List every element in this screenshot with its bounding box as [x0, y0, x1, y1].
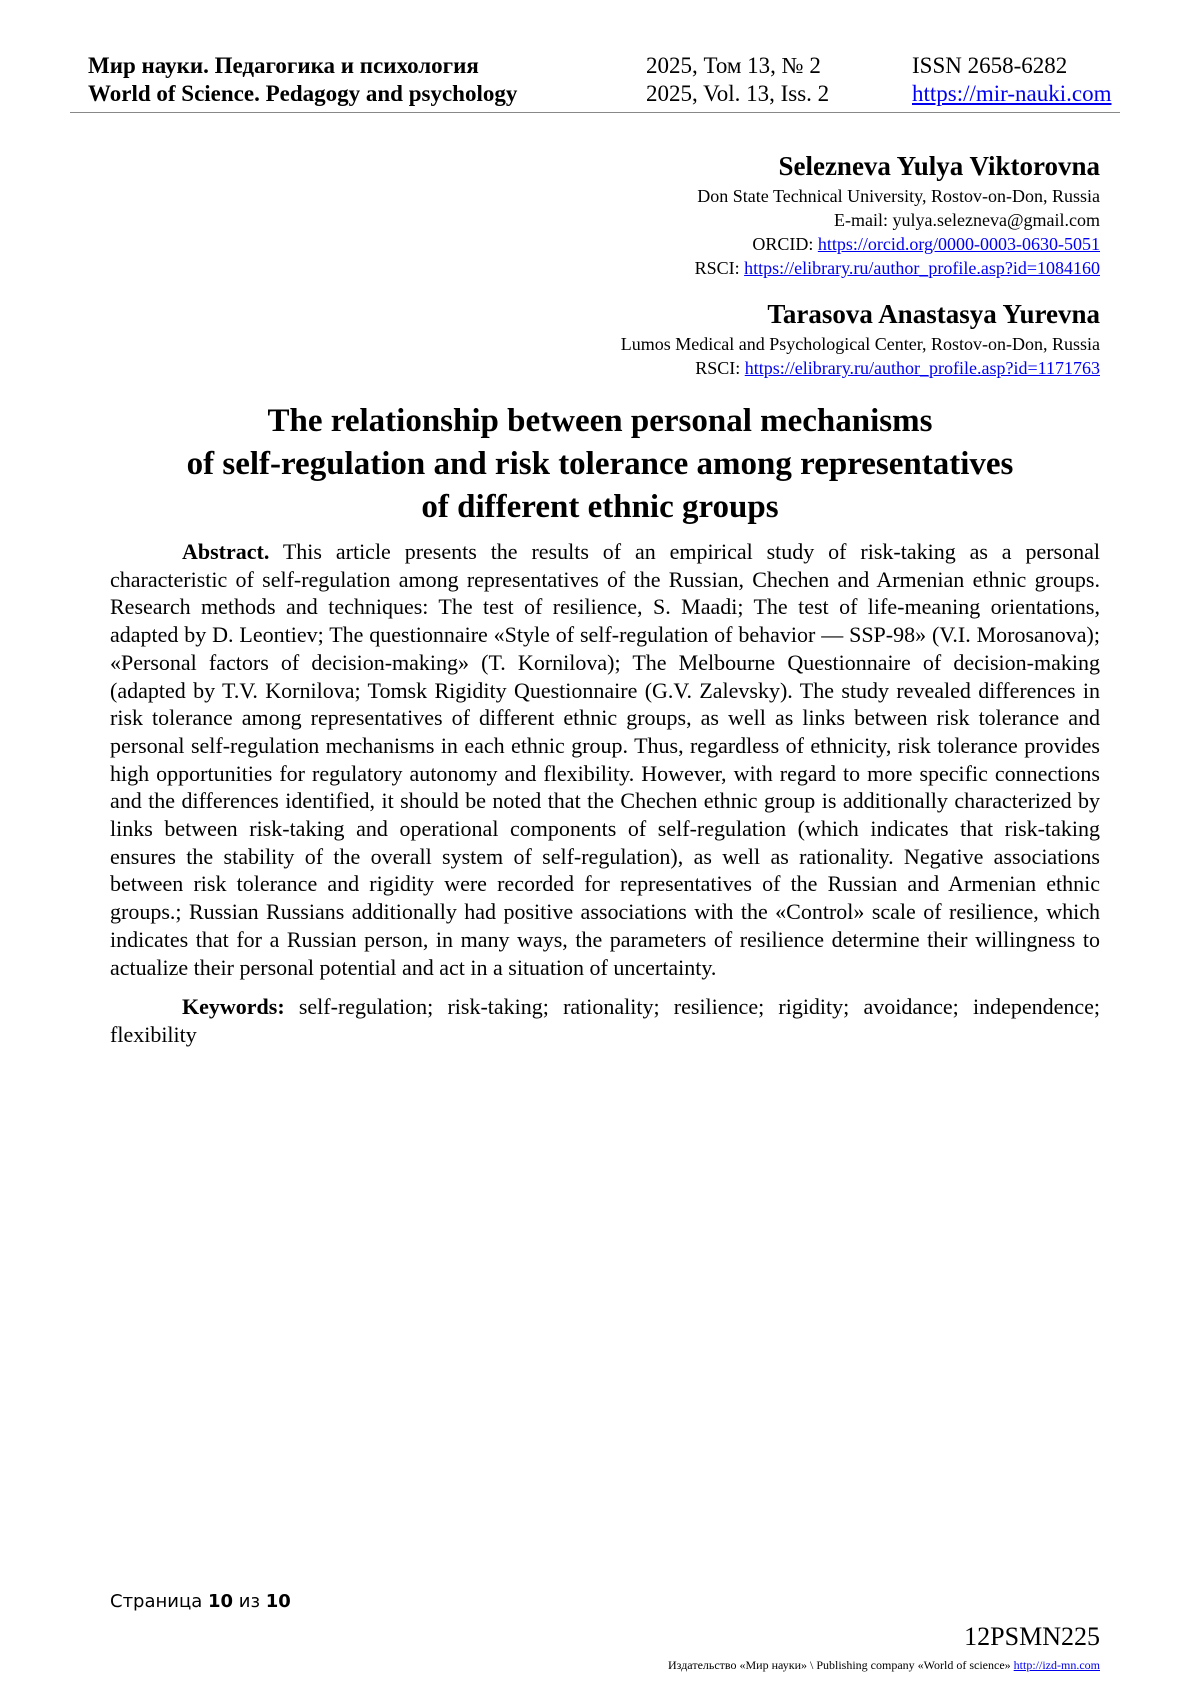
- author-affiliation: Don State Technical University, Rostov-on-Don, Russia: [697, 186, 1100, 206]
- author-orcid: [400, 232, 1100, 256]
- page-current: 10: [207, 1591, 234, 1612]
- article-title: [100, 400, 1100, 529]
- orcid-link[interactable]: https://orcid.org/0000-0003-0630-5051: [817, 234, 1100, 254]
- journal-header: [88, 52, 1120, 108]
- author-rsci: [400, 256, 1100, 280]
- publisher-line: [668, 1658, 1100, 1673]
- page-of: из: [233, 1591, 266, 1612]
- title-line: of different ethnic groups: [421, 489, 779, 525]
- author-block-1: [400, 148, 1100, 280]
- abstract-paragraph: [110, 538, 1100, 981]
- issue-en: 2025, Vol. 13, Iss. 2: [646, 81, 830, 106]
- header-row-en: [88, 80, 1120, 108]
- rsci-link[interactable]: https://elibrary.ru/author_profile.asp?id=1171763: [744, 358, 1100, 378]
- author-affiliation: Lumos Medical and Psychological Center, Rostov-on-Don, Russia: [620, 334, 1100, 354]
- journal-site-link[interactable]: https://mir-nauki.com: [912, 81, 1112, 106]
- rsci-label: RSCI:: [695, 358, 745, 378]
- publisher-link[interactable]: http://izd-mn.com: [1013, 1658, 1100, 1672]
- abstract-text: This article presents the results of an empirical study of risk-taking as a personal characteristic of self-regulation among representatives of the Russian, Chechen and Armenian ethnic groups. Research methods and techniques: The test of resilience, S. Maadi; The test of life-meaning orientations, adapted by D. Leontiev; The questionnaire «Style of self-regulation of behavior — SSP-98» (V.I. Morosanova); «Personal factors of decision-making» (T. Kornilova); The Melbourne Questionnaire of decision-making (adapted by T.V. Kornilova; Tomsk Rigidity Questionnaire (G.V. Zalevsky). The study revealed differences in risk tolerance among representatives of different ethnic groups, as well as links between risk tolerance and personal self-regulation mechanisms in each ethnic group. Thus, regardless of ethnicity, risk tolerance provides high opportunities for regulatory autonomy and flexibility. However, with regard to more specific connections and the differences identified, it should be noted that the Chechen ethnic group is additionally characterized by links between risk-taking and operational components of self-regulation (which indicates that risk-taking ensures the stability of the overall system of self-regulation), as well as rationality. Negative associations between risk tolerance and rigidity were recorded for representatives of the Russian and Armenian ethnic groups.; Russian Russians additionally had positive associations with the «Control» scale of resilience, which indicates that for a Russian person, in many ways, the parameters of resilience determine their willingness to actualize their personal potential and act in a situation of uncertainty.: [110, 539, 1100, 980]
- rsci-link[interactable]: https://elibrary.ru/author_profile.asp?id=1084160: [744, 258, 1100, 278]
- journal-title-en: World of Science. Pedagogy and psychology: [88, 81, 518, 106]
- abstract-section: [110, 538, 1100, 1049]
- author-name: Selezneva Yulya Viktorovna: [778, 151, 1100, 181]
- rsci-label: RSCI:: [694, 258, 745, 278]
- keywords-label: Keywords:: [182, 994, 285, 1020]
- author-rsci: [400, 356, 1100, 380]
- issn: ISSN 2658-6282: [912, 53, 1068, 78]
- orcid-label: ORCID:: [752, 234, 818, 254]
- publisher-text: Издательство «Мир науки» \ Publishing company «World of science»: [668, 1658, 1014, 1672]
- keywords-paragraph: [110, 993, 1100, 1048]
- keywords-text: self-regulation; risk-taking; rationality; resilience; rigidity; avoidance; independence; flexibility: [110, 994, 1100, 1047]
- journal-title-ru: Мир науки. Педагогика и психология: [88, 53, 479, 78]
- page-number: [110, 1591, 291, 1612]
- issue-ru: 2025, Том 13, № 2: [646, 53, 821, 78]
- page-prefix: Страница: [110, 1591, 208, 1612]
- header-divider: [70, 112, 1120, 113]
- author-block-2: [400, 296, 1100, 380]
- header-row-ru: [88, 52, 1120, 80]
- abstract-label: Abstract.: [182, 539, 270, 564]
- article-code: 12PSMN225: [964, 1622, 1100, 1651]
- page-total: 10: [265, 1591, 291, 1612]
- title-line: of self-regulation and risk tolerance among representatives: [186, 446, 1014, 482]
- author-email: E-mail: yulya.selezneva@gmail.com: [834, 210, 1100, 230]
- author-name: Tarasova Anastasya Yurevna: [767, 299, 1100, 329]
- title-line: The relationship between personal mechanisms: [267, 403, 933, 439]
